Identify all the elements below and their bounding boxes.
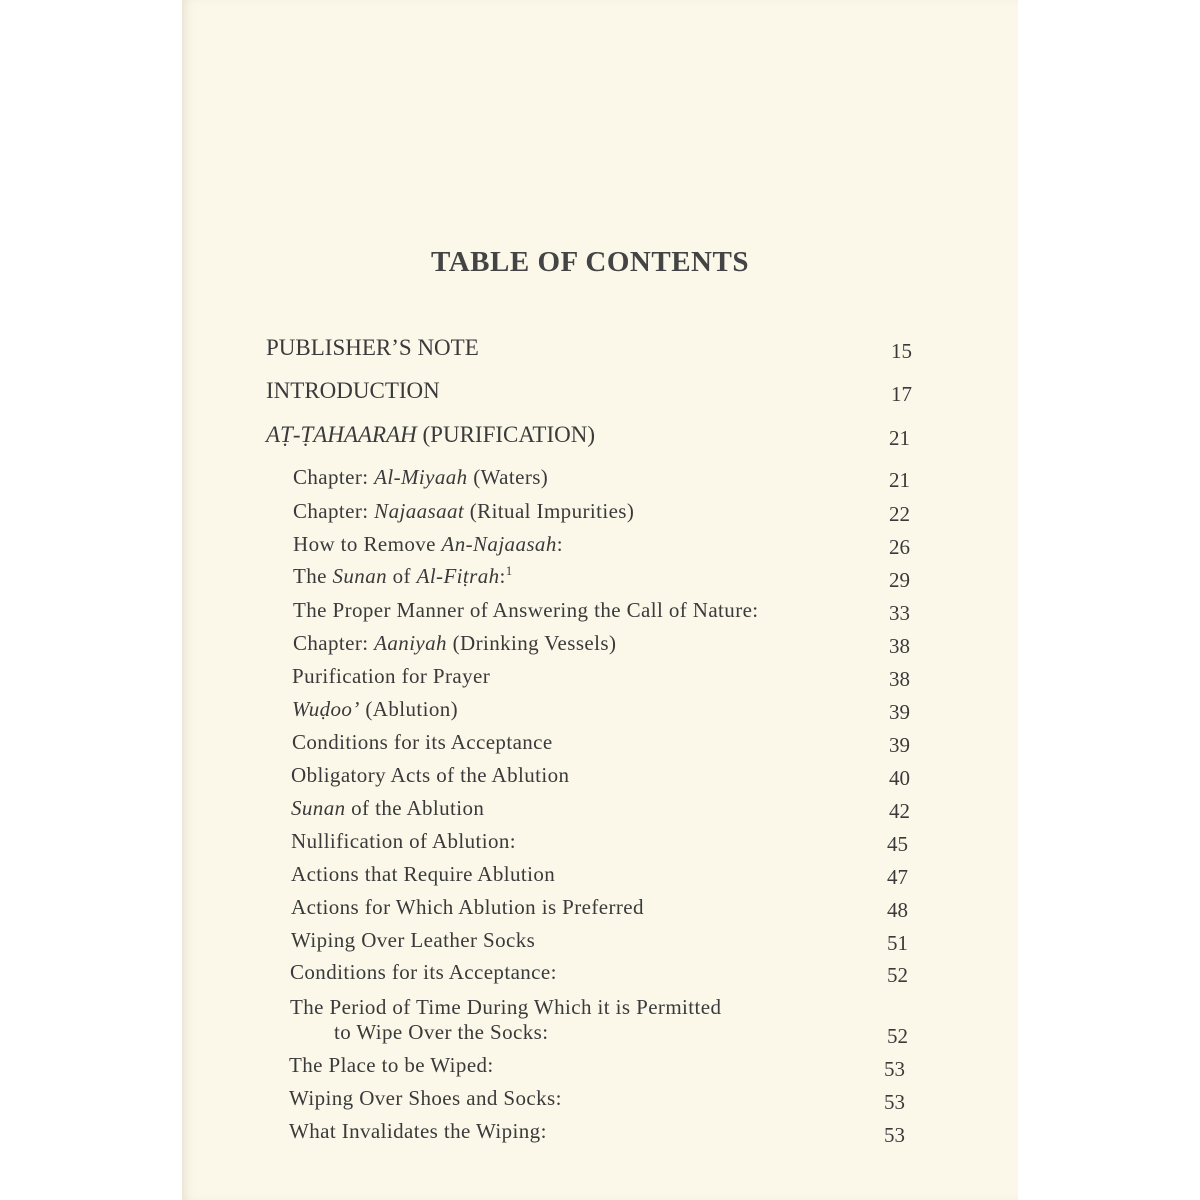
toc-entry xyxy=(291,793,484,823)
toc-entry-text: The xyxy=(293,564,333,588)
toc-entry xyxy=(292,694,458,724)
toc-entry-italic: Sunan xyxy=(332,564,387,588)
footnote-marker: 1 xyxy=(505,563,513,578)
toc-entry-text: (Waters) xyxy=(467,465,549,489)
toc-entry xyxy=(293,595,759,625)
toc-entry-text: How to Remove xyxy=(293,532,442,556)
toc-entry xyxy=(289,1083,562,1113)
toc-entry-text: : xyxy=(499,564,506,588)
toc-entry xyxy=(293,529,563,559)
toc-entry-italic: An-Najaasah xyxy=(441,532,557,556)
page-title: TABLE OF CONTENTS xyxy=(431,246,749,278)
toc-entry xyxy=(289,1116,547,1146)
toc-page-number: 21 xyxy=(889,426,910,450)
toc-page-number: 51 xyxy=(887,931,908,955)
toc-page-number: 17 xyxy=(891,382,912,406)
toc-entry xyxy=(293,561,513,591)
toc-entry-text: The Place to be Wiped: xyxy=(289,1053,494,1077)
book-page xyxy=(182,0,1018,1200)
toc-entry-italic: Sunan xyxy=(291,796,346,820)
toc-entry-text: The Period of Time During Which it is Permitted xyxy=(290,995,722,1019)
toc-entry-at-tahaarah xyxy=(266,420,595,450)
toc-page-number: 48 xyxy=(887,898,908,922)
toc-page-number: 39 xyxy=(889,733,910,757)
toc-entry-text: of the Ablution xyxy=(345,796,485,820)
toc-entry xyxy=(290,957,557,987)
toc-entry-text: (Drinking Vessels) xyxy=(446,631,617,655)
toc-page-number: 39 xyxy=(889,700,910,724)
toc-entry-text: of xyxy=(387,564,417,588)
toc-entry-text: Chapter: xyxy=(293,465,375,489)
toc-entry-text: The Proper Manner of Answering the Call of Nature: xyxy=(293,598,759,622)
toc-entry-text: Obligatory Acts of the Ablution xyxy=(291,763,570,787)
toc-entry-text: (Ritual Impurities) xyxy=(464,499,635,523)
toc-entry xyxy=(289,1050,494,1080)
toc-entry xyxy=(292,727,553,757)
toc-page-number: 22 xyxy=(889,502,910,526)
toc-entry xyxy=(293,628,616,658)
toc-page-number: 38 xyxy=(889,667,910,691)
toc-entry-text: Actions that Require Ablution xyxy=(291,862,556,886)
toc-entry-publishers-note xyxy=(266,333,479,363)
toc-page-number: 52 xyxy=(887,963,908,987)
toc-entry-continuation: to Wipe Over the Socks: xyxy=(334,1020,549,1044)
toc-entry xyxy=(293,462,548,492)
toc-page-number: 29 xyxy=(889,568,910,592)
toc-entry-text: Wiping Over Shoes and Socks: xyxy=(289,1086,562,1110)
toc-entry-text: Chapter: xyxy=(293,631,375,655)
toc-entry-text: (Ablution) xyxy=(359,697,459,721)
toc-entry xyxy=(291,892,644,922)
toc-entry-text: What Invalidates the Wiping: xyxy=(289,1119,547,1143)
toc-entry-text: Conditions for its Acceptance xyxy=(292,730,553,754)
toc-page-number: 53 xyxy=(884,1057,905,1081)
toc-page-number: 47 xyxy=(887,865,908,889)
toc-entry-italic: Al-Fiṭrah xyxy=(416,564,500,588)
toc-page-number: 53 xyxy=(884,1090,905,1114)
toc-entry-label: (PURIFICATION) xyxy=(416,422,596,447)
toc-entry-text: Actions for Which Ablution is Preferred xyxy=(291,895,644,919)
toc-entry-text: Chapter: xyxy=(293,499,375,523)
toc-entry xyxy=(291,859,555,889)
toc-page-number: 53 xyxy=(884,1123,905,1147)
toc-entry xyxy=(291,760,569,790)
toc-entry-text: Nullification of Ablution: xyxy=(291,829,517,853)
toc-page-number: 45 xyxy=(887,832,908,856)
toc-entry-text: Wiping Over Leather Socks xyxy=(291,928,536,952)
toc-entry xyxy=(293,496,634,526)
toc-page-number: 38 xyxy=(889,634,910,658)
toc-entry xyxy=(291,826,516,856)
toc-entry-italic: Wuḍoo’ xyxy=(292,697,360,721)
toc-page-number: 21 xyxy=(889,468,910,492)
toc-entry-italic: Aaniyah xyxy=(374,631,447,655)
toc-entry-label: PUBLISHER’S NOTE xyxy=(266,335,479,360)
toc-entry xyxy=(292,661,490,691)
toc-entry-introduction xyxy=(266,376,440,406)
toc-page-number: 40 xyxy=(889,766,910,790)
toc-entry-text: Conditions for its Acceptance: xyxy=(290,960,557,984)
toc-page-number: 42 xyxy=(889,799,910,823)
toc-entry-text: Purification for Prayer xyxy=(292,664,491,688)
toc-page-number: 33 xyxy=(889,601,910,625)
toc-entry-label: INTRODUCTION xyxy=(266,378,440,403)
toc-page-number: 26 xyxy=(889,535,910,559)
toc-entry-label-italic: AṬ-ṬAHAARAH xyxy=(266,422,417,447)
toc-entry xyxy=(291,925,535,955)
toc-entry-italic: Najaasaat xyxy=(374,499,465,523)
toc-page-number: 52 xyxy=(887,1024,908,1048)
toc-entry-italic: Al-Miyaah xyxy=(374,465,468,489)
toc-entry-text: : xyxy=(556,532,563,556)
toc-page-number: 15 xyxy=(891,339,912,363)
